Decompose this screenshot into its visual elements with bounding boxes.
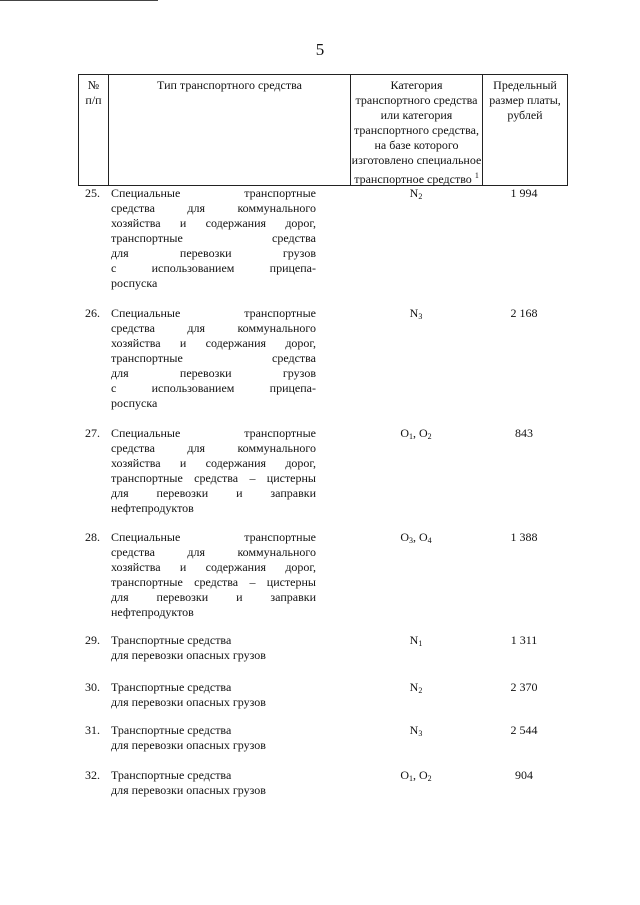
vehicle-type-line: транспортные средства bbox=[111, 231, 316, 245]
vehicle-type-line: хозяйства и содержания дорог, bbox=[111, 560, 316, 574]
row-vehicle-type bbox=[111, 186, 316, 291]
vehicle-type-line: Специальные транспортные bbox=[111, 426, 316, 440]
vehicle-type-line: транспортные средства – цистерны bbox=[111, 471, 316, 485]
header-fee bbox=[483, 75, 567, 185]
vehicle-type-line: для перевозки опасных грузов bbox=[111, 783, 266, 797]
vehicle-type-line: с использованием прицепа- bbox=[111, 261, 316, 275]
vehicle-type-line: для перевозки опасных грузов bbox=[111, 738, 266, 752]
row-number: 29. bbox=[85, 633, 100, 647]
row-vehicle-type bbox=[111, 723, 316, 753]
row-category bbox=[350, 723, 482, 741]
vehicle-type-line: для перевозки опасных грузов bbox=[111, 648, 266, 662]
vehicle-type-line: Транспортные средства bbox=[111, 633, 232, 647]
row-vehicle-type bbox=[111, 680, 316, 710]
vehicle-type-line: Транспортные средства bbox=[111, 680, 232, 694]
top-rule bbox=[0, 0, 158, 1]
header-type-text: Тип транспортного средства bbox=[157, 78, 302, 92]
vehicle-type-line: средства для коммунального bbox=[111, 201, 316, 215]
row-vehicle-type bbox=[111, 768, 316, 798]
category-index-2: 4 bbox=[427, 536, 432, 545]
vehicle-type-line: Специальные транспортные bbox=[111, 306, 316, 320]
row-number: 28. bbox=[85, 530, 100, 544]
page-number: 5 bbox=[315, 40, 325, 59]
row-fee: 843 bbox=[515, 426, 533, 440]
row-vehicle-type bbox=[111, 426, 316, 516]
vehicle-type-line: роспуска bbox=[111, 396, 158, 410]
row-number: 31. bbox=[85, 723, 100, 737]
header-type bbox=[109, 75, 351, 185]
row-vehicle-type bbox=[111, 633, 316, 663]
vehicle-type-line: средства для коммунального bbox=[111, 545, 316, 559]
row-number: 25. bbox=[85, 186, 100, 200]
row-category bbox=[350, 768, 482, 786]
vehicle-type-line: нефтепродуктов bbox=[111, 501, 194, 515]
vehicle-type-line: для перевозки и заправки bbox=[111, 486, 316, 500]
row-fee: 2 544 bbox=[510, 723, 538, 737]
row-category bbox=[350, 633, 482, 651]
row-category bbox=[350, 306, 482, 324]
vehicle-type-line: транспортные средства bbox=[111, 351, 316, 365]
row-category bbox=[350, 186, 482, 204]
category-letter: N bbox=[409, 723, 419, 737]
category-index: 1 bbox=[409, 432, 413, 441]
vehicle-type-line: хозяйства и содержания дорог, bbox=[111, 216, 316, 230]
category-index-2: 2 bbox=[427, 774, 432, 783]
row-vehicle-type bbox=[111, 306, 316, 411]
row-category bbox=[350, 530, 482, 548]
header-num-text: № п/п bbox=[85, 78, 102, 107]
category-letter: N bbox=[409, 633, 419, 647]
row-number: 27. bbox=[85, 426, 100, 440]
category-index: 3 bbox=[418, 312, 423, 321]
category-index: 3 bbox=[418, 729, 423, 738]
category-index: 3 bbox=[409, 536, 413, 545]
row-fee: 1 994 bbox=[510, 186, 538, 200]
vehicle-type-line: Транспортные средства bbox=[111, 768, 232, 782]
vehicle-type-line: Специальные транспортные bbox=[111, 186, 316, 200]
vehicle-type-line: средства для коммунального bbox=[111, 321, 316, 335]
header-category-footnote: 1 bbox=[474, 171, 479, 180]
category-letter: N bbox=[409, 680, 419, 694]
vehicle-type-line: нефтепродуктов bbox=[111, 605, 194, 619]
category-letter-2: , O bbox=[413, 530, 428, 544]
vehicle-type-line: для перевозки опасных грузов bbox=[111, 695, 266, 709]
category-index: 2 bbox=[418, 192, 423, 201]
category-letter: O bbox=[400, 426, 409, 440]
vehicle-type-line: Специальные транспортные bbox=[111, 530, 316, 544]
category-index: 1 bbox=[418, 639, 423, 648]
row-fee: 1 311 bbox=[510, 633, 538, 647]
row-fee: 904 bbox=[515, 768, 533, 782]
row-category bbox=[350, 426, 482, 444]
vehicle-type-line: для перевозки и заправки bbox=[111, 590, 316, 604]
row-vehicle-type bbox=[111, 530, 316, 620]
category-index-2: 2 bbox=[427, 432, 432, 441]
row-fee: 2 168 bbox=[510, 306, 538, 320]
row-category bbox=[350, 680, 482, 698]
row-fee: 2 370 bbox=[510, 680, 538, 694]
row-number: 30. bbox=[85, 680, 100, 694]
category-letter: O bbox=[400, 530, 409, 544]
category-letter-2: , O bbox=[413, 426, 428, 440]
category-letter: N bbox=[409, 306, 419, 320]
category-index: 2 bbox=[418, 686, 423, 695]
vehicle-type-line: средства для коммунального bbox=[111, 441, 316, 455]
vehicle-type-line: для перевозки грузов bbox=[111, 366, 316, 380]
category-letter: O bbox=[400, 768, 409, 782]
header-fee-text: Предельный размер платы, рублей bbox=[489, 78, 561, 122]
header-category-text: Категория транспортного средства или категория транспортного средства, на базе которого изготовлено специальное транспортное средство bbox=[351, 78, 482, 186]
vehicle-type-line: роспуска bbox=[111, 276, 158, 290]
vehicle-type-line: хозяйства и содержания дорог, bbox=[111, 456, 316, 470]
table-header bbox=[78, 74, 568, 186]
vehicle-type-line: Транспортные средства bbox=[111, 723, 232, 737]
category-letter-2: , O bbox=[413, 768, 428, 782]
header-category bbox=[351, 75, 483, 185]
vehicle-type-line: транспортные средства – цистерны bbox=[111, 575, 316, 589]
category-letter: N bbox=[409, 186, 419, 200]
row-fee: 1 388 bbox=[510, 530, 538, 544]
row-number: 32. bbox=[85, 768, 100, 782]
category-index: 1 bbox=[409, 774, 413, 783]
vehicle-type-line: для перевозки грузов bbox=[111, 246, 316, 260]
vehicle-type-line: хозяйства и содержания дорог, bbox=[111, 336, 316, 350]
header-num bbox=[79, 75, 109, 185]
vehicle-type-line: с использованием прицепа- bbox=[111, 381, 316, 395]
row-number: 26. bbox=[85, 306, 100, 320]
